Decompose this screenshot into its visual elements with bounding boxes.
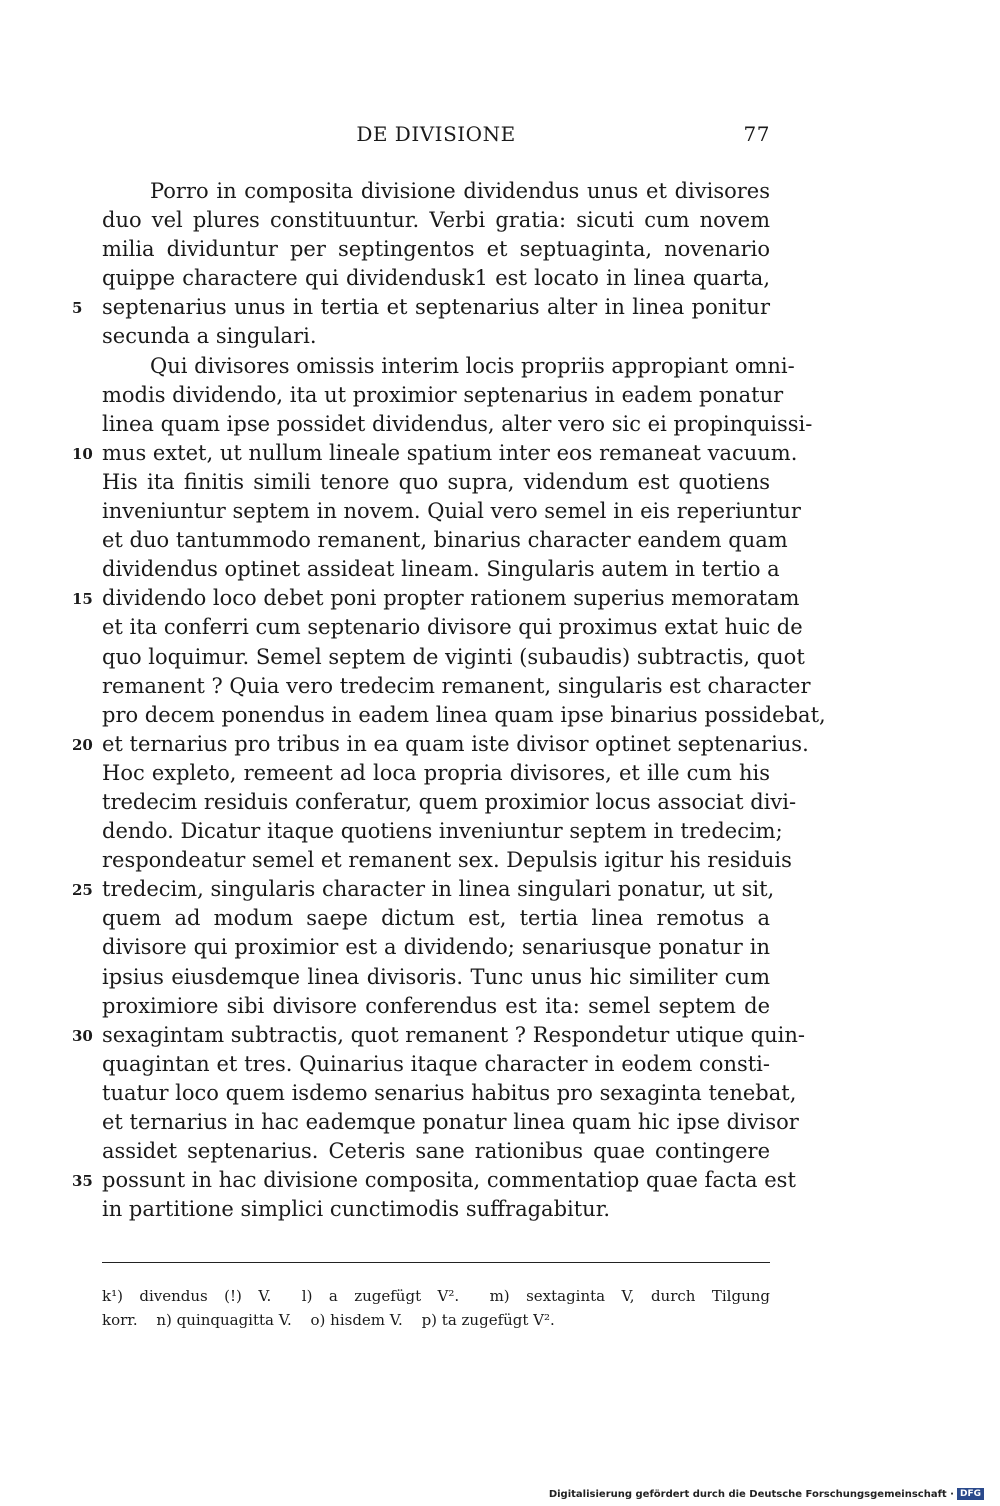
text-line [102, 526, 788, 555]
text-line [102, 963, 770, 992]
line-text: respondeatur semel et remanent sex. Depulsis igitur his residuis [102, 848, 792, 873]
footnote-m: m) sextaginta V, durch Tilgung [489, 1287, 770, 1305]
text-line [72, 439, 798, 468]
line-text: inveniuntur septem in novem. Quial vero semel in eis reperiuntur [102, 499, 801, 524]
line-text: Porro in composita divisione dividendus unus et divisores [150, 179, 770, 203]
text-line [102, 206, 770, 235]
line-text: Hoc expleto, remeent ad loca propria divisores, et ille cum his [102, 760, 770, 785]
footnote-k1: k¹) divendus (!) V. [102, 1287, 272, 1305]
line-text: pro decem ponendus in eadem linea quam ipse binarius possidebat, [102, 702, 826, 727]
line-text: proximiore sibi divisore conferendus est ita: semel septem de [102, 993, 770, 1018]
line-text: ipsius eiusdemque linea divisoris. Tunc unus hic similiter cum [102, 964, 770, 989]
footnote-p: p) ta zugefügt V². [421, 1311, 555, 1329]
text-line [102, 352, 795, 381]
text-line [102, 381, 784, 410]
line-text: dendo. Dicatur itaque quotiens inveniuntur septem in tredecim; [102, 819, 783, 844]
text-line [102, 643, 805, 672]
text-line [102, 1137, 770, 1166]
line-text: possunt in hac divisione composita, commentatiop quae facta est [102, 1168, 796, 1193]
line-text: in partitione simplici cunctimodis suffragabitur. [102, 1197, 611, 1222]
line-text: dividendus optinet assideat lineam. Singularis autem in tertio a [102, 557, 780, 582]
line-number: 15 [72, 590, 93, 609]
text-line [102, 1050, 770, 1079]
line-text: His ita finitis simili tenore quo supra, videndum est quotiens [102, 469, 770, 494]
text-line [102, 264, 770, 293]
footnote-o: o) hisdem V. [310, 1311, 403, 1329]
text-line [102, 1195, 770, 1224]
text-line [102, 933, 770, 962]
text-line [102, 410, 813, 439]
chapter-title: DE DIVISIONE [356, 122, 516, 146]
line-text: et ternarius in hac eademque ponatur linea quam hic ipse divisor [102, 1110, 799, 1134]
text-line [102, 759, 770, 788]
line-number: 20 [72, 735, 93, 754]
footnote-m-cont: korr. [102, 1311, 138, 1329]
line-text: duo vel plures constituuntur. Verbi gratia: sicuti cum novem [102, 208, 770, 233]
digitization-credit [549, 1488, 984, 1500]
line-number: 30 [72, 1026, 93, 1045]
line-text: quo loquimur. Semel septem de viginti (subaudis) subtractis, quot [102, 644, 805, 669]
text-line [72, 584, 800, 613]
credit-text: Digitalisierung gefördert durch die Deutsche Forschungsgemeinschaft · [548, 1488, 954, 1500]
line-text: dividendo loco debet poni propter rationem superius memoratam [102, 586, 800, 611]
text-line [102, 555, 780, 584]
line-text: tredecim residuis conferatur, quem proximior locus associat divi- [102, 789, 797, 814]
line-number: 5 [72, 299, 83, 318]
line-text: quagintan et tres. Quinarius itaque character in eodem consti- [102, 1051, 770, 1076]
line-text: milia dividuntur per septingentos et septuaginta, novenario [102, 237, 770, 262]
line-number: 10 [72, 444, 93, 463]
text-line [72, 730, 809, 759]
line-text: sexagintam subtractis, quot remanent ? Respondetur utique quin- [102, 1022, 805, 1047]
text-line [102, 235, 770, 264]
line-text: modis dividendo, ita ut proximior septenarius in eadem ponatur [102, 382, 784, 407]
footnotes [102, 1284, 770, 1332]
text-line [102, 904, 770, 933]
line-text: septenarius unus in tertia et septenarius alter in linea ponitur [102, 295, 770, 320]
line-text: mus extet, ut nullum lineale spatium inter eos remaneat vacuum. [102, 440, 798, 465]
main-text [72, 177, 826, 1224]
line-text: assidet septenarius. Ceteris sane rationibus quae contingere [102, 1139, 770, 1164]
footnote-divider [102, 1262, 770, 1263]
footnote-n: n) quinquagitta V. [156, 1311, 292, 1329]
line-text: tuatur loco quem isdemo senarius habitus pro sexaginta tenebat, [102, 1080, 797, 1105]
line-number: 35 [72, 1172, 93, 1191]
footnote-line [102, 1308, 770, 1332]
footnote-l: l) a zugefügt V². [301, 1287, 460, 1305]
footnote-line [102, 1284, 770, 1308]
text-line [102, 846, 792, 875]
line-text: Qui divisores omissis interim locis propriis appropiant omni- [150, 353, 795, 378]
text-line [102, 701, 826, 730]
text-line [72, 1021, 805, 1050]
text-line [102, 992, 770, 1021]
text-line [102, 1108, 799, 1137]
text-line [72, 293, 770, 322]
line-text: quem ad modum saepe dictum est, tertia linea remotus a [102, 906, 770, 931]
text-line [72, 875, 775, 904]
line-text: et duo tantummodo remanent, binarius character eandem quam [102, 528, 788, 553]
line-text: quippe charactere qui dividendusk1 est locato in linea quarta, [102, 266, 770, 291]
dfg-logo: DFG [957, 1488, 984, 1500]
line-text: secunda a singulari. [102, 324, 317, 349]
line-text: et ita conferri cum septenario divisore qui proximus extat huic de [102, 615, 803, 640]
page-number: 77 [743, 122, 770, 146]
text-line [102, 468, 770, 497]
text-line [72, 1166, 796, 1195]
line-number: 25 [72, 881, 93, 900]
text-line [102, 322, 770, 351]
line-text: tredecim, singularis character in linea singulari ponatur, ut sit, [102, 877, 775, 902]
text-line [102, 1079, 797, 1108]
line-text: remanent ? Quia vero tredecim remanent, singularis est character [102, 673, 811, 698]
line-text: et ternarius pro tribus in ea quam iste divisor optinet septenarius. [102, 731, 809, 756]
line-text: divisore qui proximior est a dividendo; senariusque ponatur in [102, 935, 770, 960]
text-line [102, 788, 797, 817]
text-line [102, 177, 770, 206]
running-header [102, 122, 770, 152]
text-line [102, 672, 811, 701]
line-text: linea quam ipse possidet dividendus, alter vero sic ei propinquissi- [102, 411, 813, 436]
text-line [102, 613, 803, 642]
text-line [102, 817, 783, 846]
text-line [102, 497, 801, 526]
